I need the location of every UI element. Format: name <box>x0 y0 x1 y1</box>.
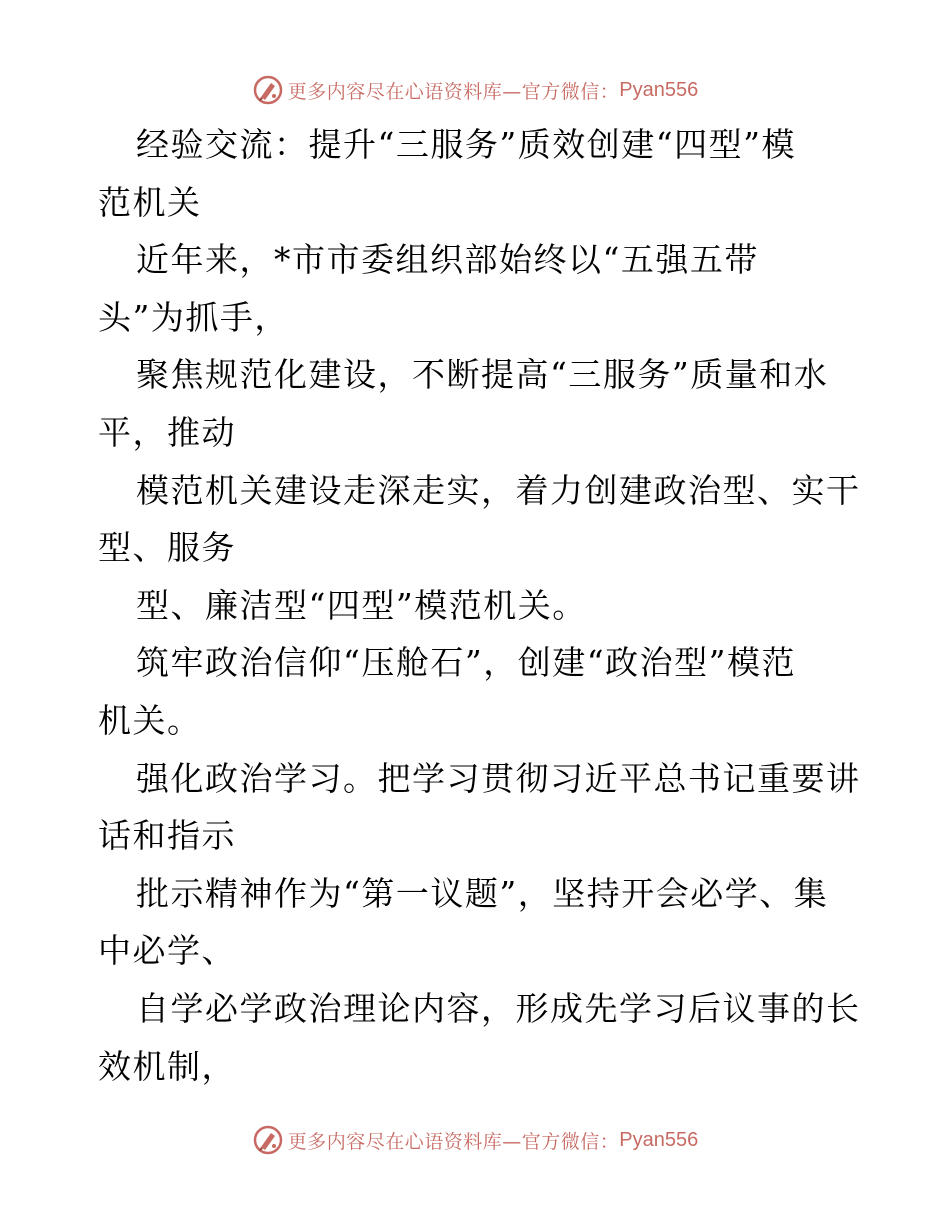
pen-logo-icon <box>252 74 284 106</box>
text-line: 经验交流：提升“三服务”质效创建“四型”模 <box>136 125 796 164</box>
text-line: 平，推动 <box>98 412 236 452</box>
text-line: 聚焦规范化建设，不断提高“三服务”质量和水 <box>136 355 829 395</box>
text-line: 机关。 <box>98 700 202 740</box>
text-line: 头”为抓手， <box>98 297 289 337</box>
footer-watermark <box>0 1120 950 1160</box>
text-line: 型、廉洁型“四型”模范机关。 <box>136 585 587 625</box>
text-line: 近年来，*市市委组织部始终以“五强五带 <box>136 240 759 280</box>
text-line: 话和指示 <box>98 816 236 856</box>
document-body <box>98 116 861 1095</box>
text-line: 中必学、 <box>98 931 236 971</box>
watermark-text: 更多内容尽在心语资料库—官方微信： <box>287 1130 620 1153</box>
watermark-handle: Pyan556 <box>619 78 699 101</box>
text-line: 批示精神作为“第一议题”，坚持开会必学、集 <box>136 873 829 913</box>
text-line: 范机关 <box>98 182 202 222</box>
text-line: 型、服务 <box>98 528 236 568</box>
text-line: 模范机关建设走深走实，着力创建政治型、实干 <box>136 470 861 510</box>
watermark-handle: Pyan556 <box>619 1128 699 1151</box>
text-line: 强化政治学习。把学习贯彻习近平总书记重要讲 <box>136 758 861 798</box>
pen-logo-icon <box>252 1124 284 1156</box>
header-watermark <box>0 70 950 110</box>
text-line: 效机制， <box>98 1046 236 1086</box>
watermark-text: 更多内容尽在心语资料库—官方微信： <box>287 80 620 103</box>
text-line: 筑牢政治信仰“压舱石”，创建“政治型”模范 <box>136 643 796 683</box>
text-line: 自学必学政治理论内容，形成先学习后议事的长 <box>136 988 861 1028</box>
